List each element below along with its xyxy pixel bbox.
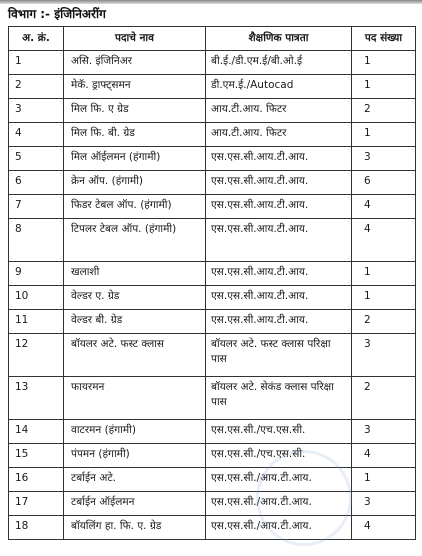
- serial-no-cell: 7: [9, 195, 64, 219]
- table-row: [9, 51, 416, 75]
- serial-no-cell: 4: [9, 123, 64, 147]
- post-name-cell: टिपलर टेबल ऑप. (हंगामी): [64, 219, 206, 262]
- post-name-cell: बॉयलिंग हा. फि. ए. ग्रेड: [64, 516, 206, 540]
- header-serial-no: अ. क्रं.: [9, 27, 64, 51]
- qualification-cell: एस.एस.सी./आय.टी.आय.: [206, 468, 352, 492]
- post-count-cell: 2: [352, 99, 416, 123]
- serial-no-cell: 3: [9, 99, 64, 123]
- post-name-cell: फिडर टेबल ऑप. (हंगामी): [64, 195, 206, 219]
- post-name-cell: मिल फि. ए ग्रेड: [64, 99, 206, 123]
- serial-no-cell: 1: [9, 51, 64, 75]
- post-name-cell: क्रेन ऑप. (हंगामी): [64, 171, 206, 195]
- header-post-name: पदाचे नाव: [64, 27, 206, 51]
- table-row: [9, 99, 416, 123]
- post-count-cell: 4: [352, 219, 416, 262]
- table-row: [9, 420, 416, 444]
- table-row: [9, 492, 416, 516]
- post-count-cell: 1: [352, 262, 416, 286]
- header-qualification: शैक्षणिक पात्रता: [206, 27, 352, 51]
- table-row: [9, 219, 416, 262]
- table-row: [9, 75, 416, 99]
- qualification-cell: डी.एम.ई./Autocad: [206, 75, 352, 99]
- post-name-cell: वेल्डर ए. ग्रेड: [64, 286, 206, 310]
- post-name-cell: बॉयलर अटे. फस्ट क्लास: [64, 334, 206, 377]
- table-row: [9, 123, 416, 147]
- post-count-cell: 1: [352, 51, 416, 75]
- serial-no-cell: 13: [9, 377, 64, 420]
- watermark-seal: [256, 450, 352, 546]
- table-row: [9, 195, 416, 219]
- post-count-cell: 1: [352, 123, 416, 147]
- post-count-cell: 3: [352, 334, 416, 377]
- post-count-cell: 4: [352, 516, 416, 540]
- post-name-cell: टर्बाईन अटे.: [64, 468, 206, 492]
- post-name-cell: मिल फि. बी. ग्रेड: [64, 123, 206, 147]
- post-count-cell: 4: [352, 444, 416, 468]
- table-row: [9, 310, 416, 334]
- qualification-cell: बी.ई./डी.एम.ई/बी.ओ.ई: [206, 51, 352, 75]
- table-header-row: [9, 27, 416, 51]
- post-count-cell: 2: [352, 310, 416, 334]
- serial-no-cell: 11: [9, 310, 64, 334]
- post-count-cell: 1: [352, 468, 416, 492]
- table-row: [9, 444, 416, 468]
- qualification-cell: एस.एस.सी.आय.टी.आय.: [206, 286, 352, 310]
- serial-no-cell: 6: [9, 171, 64, 195]
- qualification-cell: एस.एस.सी./एच.एस.सी.: [206, 444, 352, 468]
- post-count-cell: 4: [352, 195, 416, 219]
- post-name-cell: फायरमन: [64, 377, 206, 420]
- table-row: [9, 468, 416, 492]
- serial-no-cell: 10: [9, 286, 64, 310]
- serial-no-cell: 16: [9, 468, 64, 492]
- post-name-cell: वाटरमन (हंगामी): [64, 420, 206, 444]
- department-heading: विभाग :- इंजिनिअरींग: [8, 7, 106, 21]
- table-row: [9, 377, 416, 420]
- post-count-cell: 6: [352, 171, 416, 195]
- post-count-cell: 1: [352, 286, 416, 310]
- qualification-cell: एस.एस.सी.आय.टी.आय.: [206, 219, 352, 262]
- serial-no-cell: 5: [9, 147, 64, 171]
- post-count-cell: 3: [352, 492, 416, 516]
- serial-no-cell: 14: [9, 420, 64, 444]
- serial-no-cell: 9: [9, 262, 64, 286]
- table-row: [9, 516, 416, 540]
- qualification-cell: एस.एस.सी.आय.टी.आय.: [206, 310, 352, 334]
- post-count-cell: 3: [352, 147, 416, 171]
- post-name-cell: टर्बाईन ऑईलमन: [64, 492, 206, 516]
- post-name-cell: पंपमन (हंगामी): [64, 444, 206, 468]
- table-row: [9, 286, 416, 310]
- post-name-cell: असि. इंजिनिअर: [64, 51, 206, 75]
- post-count-cell: 3: [352, 420, 416, 444]
- qualification-cell: एस.एस.सी./आय.टी.आय.: [206, 516, 352, 540]
- qualification-cell: एस.एस.सी.आय.टी.आय.: [206, 171, 352, 195]
- table-row: [9, 262, 416, 286]
- post-name-cell: मिल ऑईलमन (हंगामी): [64, 147, 206, 171]
- table-row: [9, 171, 416, 195]
- serial-no-cell: 8: [9, 219, 64, 262]
- qualification-cell: आय.टी.आय. फिटर: [206, 123, 352, 147]
- serial-no-cell: 15: [9, 444, 64, 468]
- qualification-cell: एस.एस.सी./एच.एस.सी.: [206, 420, 352, 444]
- qualification-cell: आय.टी.आय. फिटर: [206, 99, 352, 123]
- serial-no-cell: 18: [9, 516, 64, 540]
- serial-no-cell: 12: [9, 334, 64, 377]
- table-row: [9, 147, 416, 171]
- post-name-cell: खलाशी: [64, 262, 206, 286]
- qualification-cell: बॉयलर अटे. सेकंड क्लास परिक्षा पास: [206, 377, 352, 420]
- qualification-cell: एस.एस.सी.आय.टी.आय.: [206, 147, 352, 171]
- qualification-cell: एस.एस.सी.आय.टी.आय.: [206, 262, 352, 286]
- serial-no-cell: 2: [9, 75, 64, 99]
- serial-no-cell: 17: [9, 492, 64, 516]
- qualification-cell: एस.एस.सी.आय.टी.आय.: [206, 195, 352, 219]
- post-name-cell: मेकॅ. ड्राफ्ट्समन: [64, 75, 206, 99]
- post-count-cell: 1: [352, 75, 416, 99]
- header-post-count: पद संख्या: [352, 27, 416, 51]
- table-row: [9, 334, 416, 377]
- post-name-cell: वेल्डर बी. ग्रेड: [64, 310, 206, 334]
- top-border-line: [0, 0, 422, 4]
- qualification-cell: बॉयलर अटे. फस्ट क्लास परिक्षा पास: [206, 334, 352, 377]
- qualification-cell: एस.एस.सी./आय.टी.आय.: [206, 492, 352, 516]
- post-count-cell: 2: [352, 377, 416, 420]
- posts-table: [8, 26, 416, 540]
